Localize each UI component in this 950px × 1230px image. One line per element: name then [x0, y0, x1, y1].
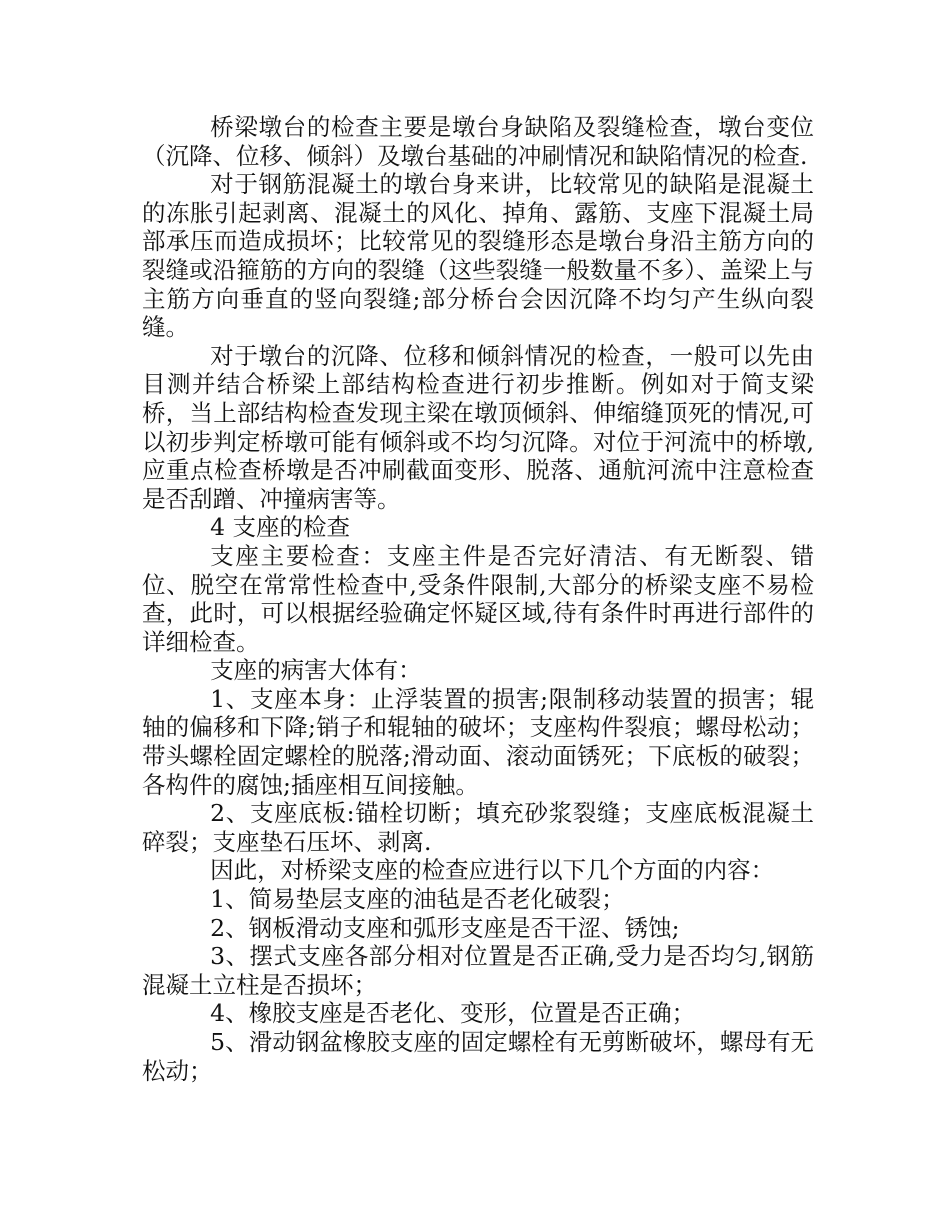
- paragraph-pier-defects: 对于钢筋混凝土的墩台身来讲，比较常见的缺陷是混凝土的冻胀引起剥离、混凝土的风化、掉角、露筋、支座下混凝土局部承压而造成损坏；比较常见的裂缝形态是墩台身沿主筋方向的裂缝或沿箍筋的方向的裂缝（这些裂缝一般数量不多）、盖梁上与主筋方向垂直的竖向裂缝;部分桥台会因沉降不均匀产生纵向裂缝。: [142, 170, 814, 342]
- list-item-inspection-5: 5、滑动钢盆橡胶支座的固定螺栓有无剪断破坏，螺母有无松动；: [142, 1028, 814, 1085]
- list-item-inspection-1: 1、简易垫层支座的油毡是否老化破裂；: [210, 885, 625, 914]
- paragraph-settlement-inspection: 对于墩台的沉降、位移和倾斜情况的检查，一般可以先由目测并结合桥梁上部结构检查进行初步推断。例如对于简支梁桥，当上部结构检查发现主梁在墩顶倾斜、伸缩缝顶死的情况,可以初步判定桥墩可能有倾斜或不均匀沉降。对位于河流中的桥墩,应重点检查桥墩是否冲刷截面变形、脱落、通航河流中注意检查是否刮蹭、冲撞病害等。: [142, 341, 814, 513]
- paragraph-bearing-defects-intro: 支座的病害大体有：: [210, 656, 422, 685]
- list-item-inspection-3: 3、摆式支座各部分相对位置是否正确,受力是否均匀,钢筋混凝土立柱是否损坏；: [142, 942, 814, 999]
- list-item-bearing-base-defects: 2、支座底板:锚栓切断；填充砂浆裂缝；支座底板混凝土碎裂；支座垫石压坏、剥离.: [142, 799, 814, 856]
- paragraph-bearing-main-checks: 支座主要检查：支座主件是否完好清洁、有无断裂、错位、脱空在常常性检查中,受条件限制,大部分的桥梁支座不易检查，此时，可以根据经验确定怀疑区域,待有条件时再进行部件的详细检查。: [142, 541, 814, 656]
- paragraph-inspection-contents-intro: 因此，对桥梁支座的检查应进行以下几个方面的内容：: [210, 856, 775, 885]
- section-heading-bearing-inspection: 4 支座的检查: [210, 513, 351, 542]
- document-body: [142, 113, 814, 1085]
- paragraph-pier-inspection-overview: 桥梁墩台的检查主要是墩台身缺陷及裂缝检查，墩台变位（沉降、位移、倾斜）及墩台基础的冲刷情况和缺陷情况的检查.: [142, 113, 814, 170]
- list-item-inspection-4: 4、橡胶支座是否老化、变形，位置是否正确；: [210, 999, 696, 1028]
- list-item-bearing-body-defects: 1、支座本身：止浮装置的损害;限制移动装置的损害；辊轴的偏移和下降;销子和辊轴的破坏；支座构件裂痕；螺母松动；带头螺栓固定螺栓的脱落;滑动面、滚动面锈死；下底板的破裂；各构件的腐蚀;插座相互间接触。: [142, 684, 814, 799]
- list-item-inspection-2: 2、钢板滑动支座和弧形支座是否干涩、锈蚀;: [210, 913, 680, 942]
